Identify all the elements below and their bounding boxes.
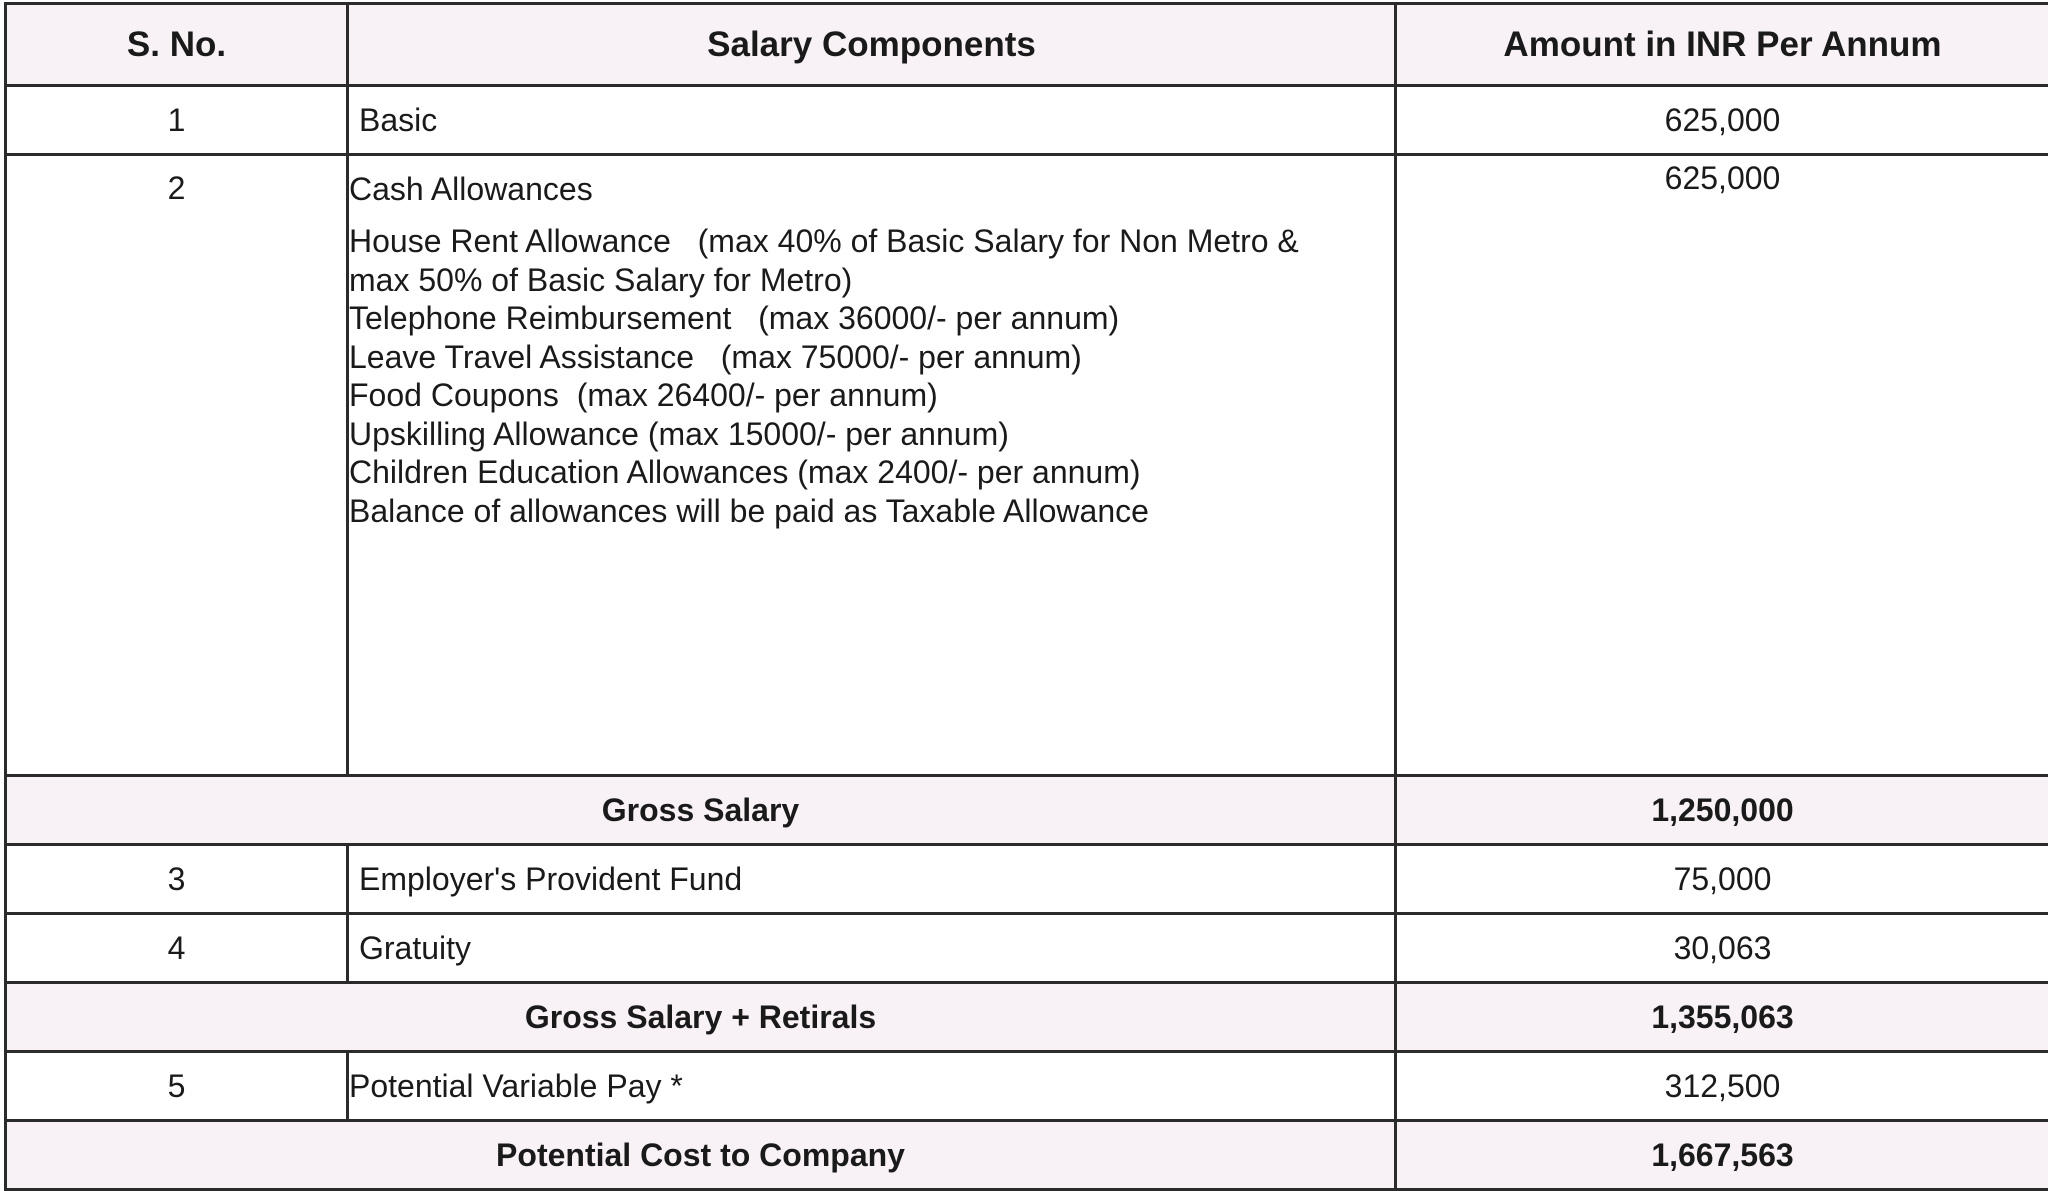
row-component: Potential Variable Pay *	[348, 1052, 1396, 1121]
subtotal-row-gross-retirals	[6, 983, 2048, 1052]
subtotal-amount: 1,250,000	[1396, 776, 2048, 845]
subtotal-label: Gross Salary	[6, 776, 1396, 845]
cash-allowances-title: Cash Allowances	[349, 170, 1394, 208]
allowance-line: Children Education Allowances (max 2400/- per annum)	[349, 453, 1394, 492]
row-component: Gratuity	[348, 914, 1396, 983]
total-amount: 1,667,563	[1396, 1121, 2048, 1190]
row-amount: 75,000	[1396, 845, 2048, 914]
table-row-provident-fund	[6, 845, 2048, 914]
allowance-line: Telephone Reimbursement (max 36000/- per annum)	[349, 299, 1394, 338]
allowance-line: Balance of allowances will be paid as Taxable Allowance	[349, 492, 1394, 531]
salary-structure-table	[4, 2, 2048, 1191]
subtotal-amount: 1,355,063	[1396, 983, 2048, 1052]
header-sno: S. No.	[6, 4, 348, 86]
table-row-gratuity	[6, 914, 2048, 983]
row-sno: 4	[6, 914, 348, 983]
total-label: Potential Cost to Company	[6, 1121, 1396, 1190]
table-row-basic	[6, 86, 2048, 155]
total-row-cost-to-company	[6, 1121, 2048, 1190]
row-sno: 5	[6, 1052, 348, 1121]
table-row-cash-allowances	[6, 155, 2048, 776]
allowance-line: Leave Travel Assistance (max 75000/- per annum)	[349, 338, 1394, 377]
row-sno: 3	[6, 845, 348, 914]
row-sno: 1	[6, 86, 348, 155]
allowance-line: House Rent Allowance (max 40% of Basic Salary for Non Metro &	[349, 222, 1394, 261]
table-header-row	[6, 4, 2048, 86]
subtotal-row-gross-salary	[6, 776, 2048, 845]
allowance-line: max 50% of Basic Salary for Metro)	[349, 261, 1394, 300]
row-component: Basic	[348, 86, 1396, 155]
allowance-details	[349, 222, 1394, 530]
table-row-variable-pay	[6, 1052, 2048, 1121]
row-component: Employer's Provident Fund	[348, 845, 1396, 914]
row-sno: 2	[6, 155, 348, 776]
row-amount: 312,500	[1396, 1052, 2048, 1121]
allowance-line: Upskilling Allowance (max 15000/- per annum)	[349, 415, 1394, 454]
allowance-line: Food Coupons (max 26400/- per annum)	[349, 376, 1394, 415]
row-amount: 30,063	[1396, 914, 2048, 983]
subtotal-label: Gross Salary + Retirals	[6, 983, 1396, 1052]
row-amount: 625,000	[1396, 86, 2048, 155]
header-amount: Amount in INR Per Annum	[1396, 4, 2048, 86]
row-component-cash	[348, 155, 1396, 776]
row-amount: 625,000	[1396, 155, 2048, 776]
header-component: Salary Components	[348, 4, 1396, 86]
